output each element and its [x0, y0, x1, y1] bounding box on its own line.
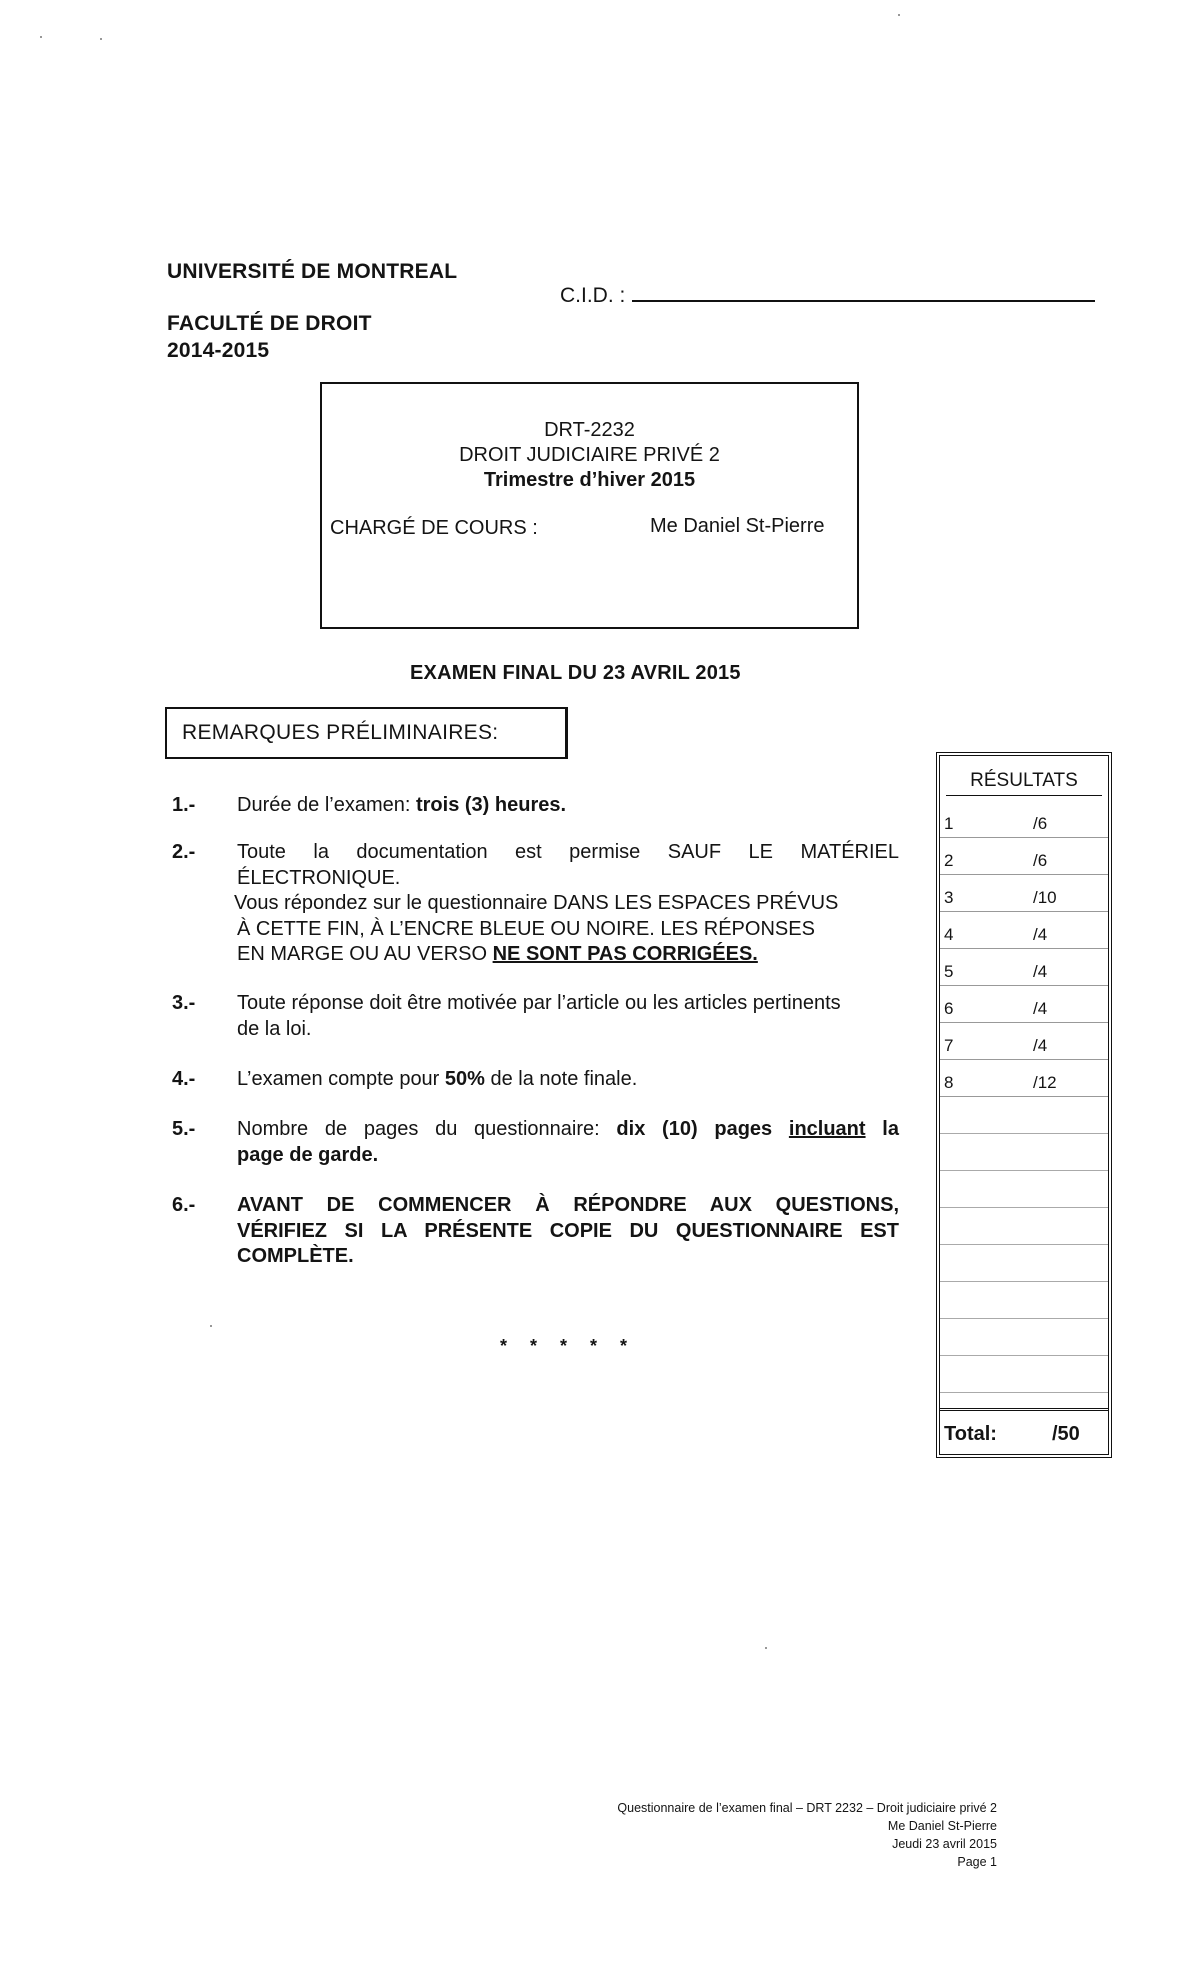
scan-speck [100, 38, 102, 40]
result-row[interactable]: 1 /6 [940, 800, 1108, 838]
university-name: UNIVERSITÉ DE MONTREAL [167, 260, 458, 283]
remarks-heading-box [165, 707, 568, 759]
results-table [936, 752, 1112, 1458]
result-row[interactable]: 5 /4 [940, 948, 1108, 986]
item-number: 1.- [172, 794, 196, 816]
empty-result-line [940, 1207, 1108, 1208]
scan-speck [898, 14, 900, 16]
empty-result-line [940, 1355, 1108, 1356]
course-name: DROIT JUDICIAIRE PRIVÉ 2 [459, 444, 720, 466]
result-row[interactable]: 8 /12 [940, 1059, 1108, 1097]
course-info-box [320, 382, 859, 629]
item-3-text: Toute réponse doit être motivée par l’article ou les articles pertinents de la loi. [237, 992, 841, 1040]
scan-speck [40, 36, 42, 38]
exam-title: EXAMEN FINAL DU 23 AVRIL 2015 [410, 662, 741, 684]
result-row[interactable]: 3 /10 [940, 874, 1108, 912]
scan-speck [210, 1325, 212, 1327]
faculty-name: FACULTÉ DE DROIT [167, 312, 372, 335]
course-term: Trimestre d’hiver 2015 [483, 469, 696, 491]
result-row[interactable]: 4 /4 [940, 911, 1108, 949]
result-row[interactable]: 6 /4 [940, 985, 1108, 1023]
item-5-text: Nombre de pages du questionnaire: dix (10) pages incluant la page de garde. [237, 1118, 899, 1166]
empty-result-line [940, 1170, 1108, 1171]
item-number: 4.- [172, 1068, 196, 1090]
item-number: 5.- [172, 1118, 196, 1140]
item-6-text: AVANT DE COMMENCER À RÉPONDRE AUX QUESTIONS, VÉRIFIEZ SI LA PRÉSENTE COPIE DU QUESTIONNAIRE EST COMPLÈTE. [237, 1194, 899, 1267]
item-4-text: L’examen compte pour 50% de la note finale. [237, 1068, 638, 1090]
footer-line: Jeudi 23 avril 2015 [892, 1837, 997, 1851]
item-2-text: Toute la documentation est permise SAUF LE MATÉRIEL ÉLECTRONIQUE. Vous répondez sur le questionnaire DANS LES ESPACES PRÉVUS À CETTE FIN, À L’ENCRE BLEUE OU NOIRE. LES RÉPONSES EN MARGE OU AU VERSO NE SONT PAS CORRIGÉES. [234, 841, 899, 965]
footer-line: Questionnaire de l’examen final – DRT 2232 – Droit judiciaire privé 2 [617, 1801, 997, 1815]
footer-line: Me Daniel St-Pierre [887, 1819, 997, 1833]
remarks-heading: REMARQUES PRÉLIMINAIRES: [182, 721, 499, 744]
results-title-underline [946, 795, 1102, 796]
empty-result-line [940, 1133, 1108, 1134]
lecturer-name: Me Daniel St-Pierre [650, 515, 825, 537]
empty-result-line [940, 1244, 1108, 1245]
footer-page-number: Page 1 [957, 1855, 997, 1869]
course-code: DRT-2232 [544, 419, 635, 441]
item-1-text: Durée de l’examen: trois (3) heures. [237, 794, 567, 816]
empty-result-line [940, 1318, 1108, 1319]
academic-year: 2014-2015 [167, 339, 270, 362]
item-number: 6.- [172, 1194, 196, 1216]
total-label: Total: [944, 1423, 997, 1445]
result-row[interactable]: 7 /4 [940, 1022, 1108, 1060]
cid-label: C.I.D. : [560, 284, 626, 307]
results-title: RÉSULTATS [970, 770, 1078, 791]
results-total[interactable] [940, 1408, 1108, 1453]
lecturer-label: CHARGÉ DE COURS : [330, 517, 538, 539]
empty-result-line [940, 1392, 1108, 1393]
separator-stars: * * * * * [500, 1336, 637, 1356]
scan-speck [765, 1647, 767, 1649]
total-value: /50 [1052, 1423, 1080, 1445]
item-number: 2.- [172, 841, 196, 863]
item-number: 3.- [172, 992, 196, 1014]
empty-result-line [940, 1281, 1108, 1282]
result-row[interactable]: 2 /6 [940, 837, 1108, 875]
cid-input-line[interactable] [632, 300, 1095, 302]
